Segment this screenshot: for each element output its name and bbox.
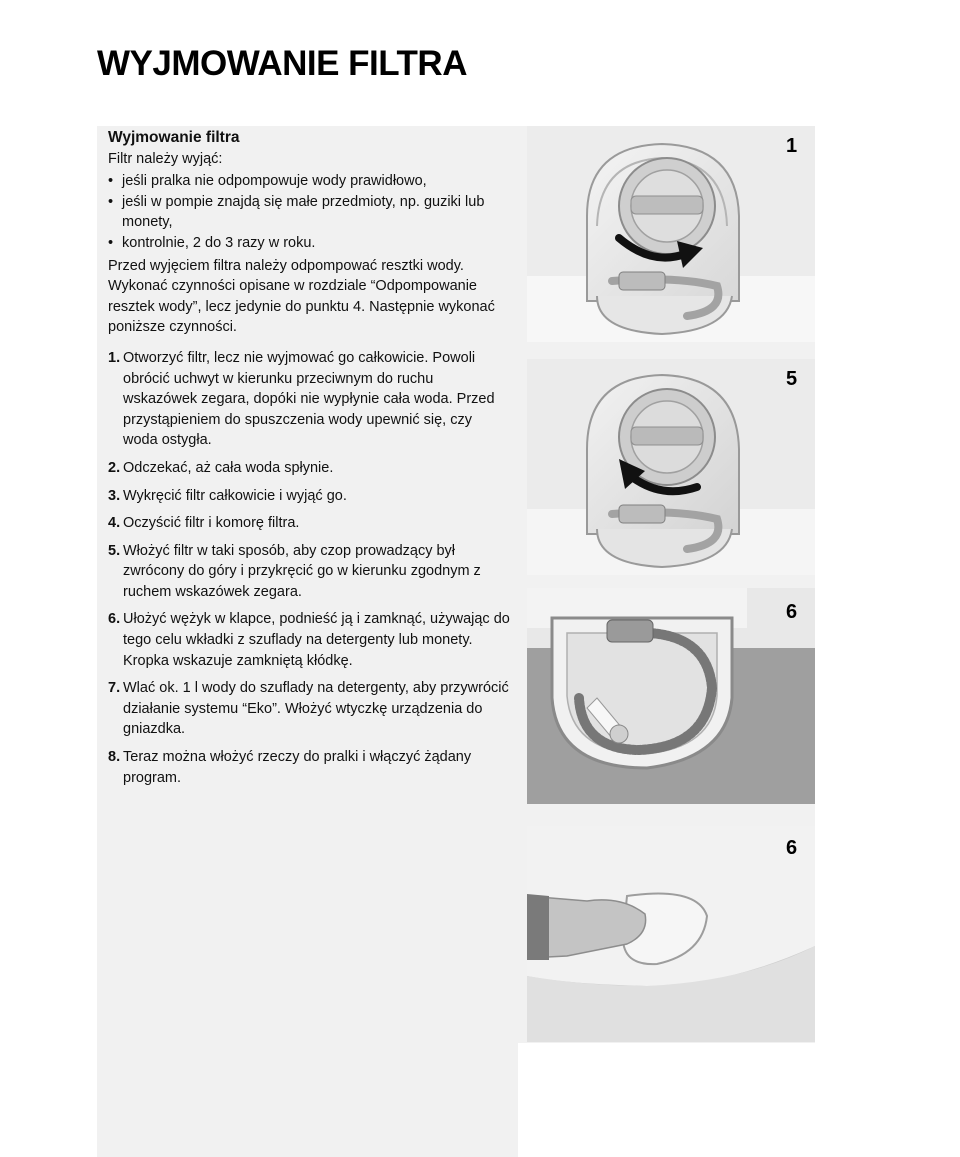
step-text: Oczyścić filtr i komorę filtra.: [123, 515, 300, 532]
step-item: [108, 541, 510, 603]
instructions-column: [108, 128, 510, 795]
step-number: 4.: [108, 515, 121, 532]
filter-counterclockwise-photo: [527, 359, 815, 575]
step-text: Ułożyć wężyk w klapce, podnieść ją i zamknąć, używając do tego celu wkładki z szuflady na detergenty lub monety. Kropka wskazuje zamkniętą kłódkę.: [123, 611, 510, 669]
figure-number: 5: [786, 368, 798, 390]
figure-number: 6: [786, 837, 798, 859]
step-item: [108, 678, 510, 740]
step-item: [108, 486, 510, 507]
closing-flap-photo: [527, 826, 815, 1042]
step-item: [108, 609, 510, 671]
step-text: Wlać ok. 1 l wody do szuflady na detergenty, aby przywrócić działanie systemu “Eko”. Włożyć wtyczkę urządzenia do gniazdka.: [123, 680, 509, 738]
step-item: [108, 458, 510, 479]
step-number: 1.: [108, 349, 121, 366]
step-number: 6.: [108, 611, 121, 628]
list-item: • kontrolnie, 2 do 3 razy w roku.: [108, 233, 510, 254]
step-number: 5.: [108, 542, 121, 559]
list-item: • jeśli pralka nie odpompowuje wody prawidłowo,: [108, 171, 510, 192]
figure-number: 6: [786, 601, 798, 623]
step-number: 8.: [108, 749, 121, 766]
step-text: Włożyć filtr w taki sposób, aby czop prowadzący był zwrócony do góry i przykręcić go w kierunku zgodnym z ruchem wskazówek zegara.: [123, 542, 481, 600]
intro-text: Filtr należy wyjąć:: [108, 150, 223, 167]
page-title: WYJMOWANIE FILTRA: [97, 44, 467, 83]
reason-list: [108, 171, 510, 253]
step-text: Teraz można włożyć rzeczy do pralki i włączyć żądany program.: [123, 749, 472, 786]
step-item: [108, 747, 510, 788]
step-number: 3.: [108, 487, 121, 504]
step-text: Otworzyć filtr, lecz nie wyjmować go całkowicie. Powoli obrócić uchwyt w kierunku przeciwnym do ruchu wskazówek zegara, dopóki nie wypłynie cała woda. Przed przystąpieniem do spuszczenia wody upewnić się, czy woda ostygła.: [123, 349, 495, 449]
section-heading: Wyjmowanie filtra: [108, 129, 240, 146]
step-number: 2.: [108, 459, 121, 476]
step-item: [108, 513, 510, 534]
hose-in-flap-photo: [527, 588, 815, 804]
step-item: [108, 348, 510, 451]
step-text: Odczekać, aż cała woda spłynie.: [123, 459, 334, 476]
preparation-text: Przed wyjęciem filtra należy odpompować resztki wody. Wykonać czynności opisane w rozdziale “Odpompowanie resztek wody”, lecz jedynie do punktu 4. Następnie wykonać poniższe czynności.: [108, 257, 495, 336]
step-number: 7.: [108, 680, 121, 697]
list-item: • jeśli w pompie znajdą się małe przedmioty, np. guziki lub monety,: [108, 192, 510, 233]
figure-number: 1: [786, 135, 798, 157]
step-text: Wykręcić filtr całkowicie i wyjąć go.: [123, 487, 347, 504]
steps-list: [108, 348, 510, 788]
filter-clockwise-photo: [527, 126, 815, 342]
